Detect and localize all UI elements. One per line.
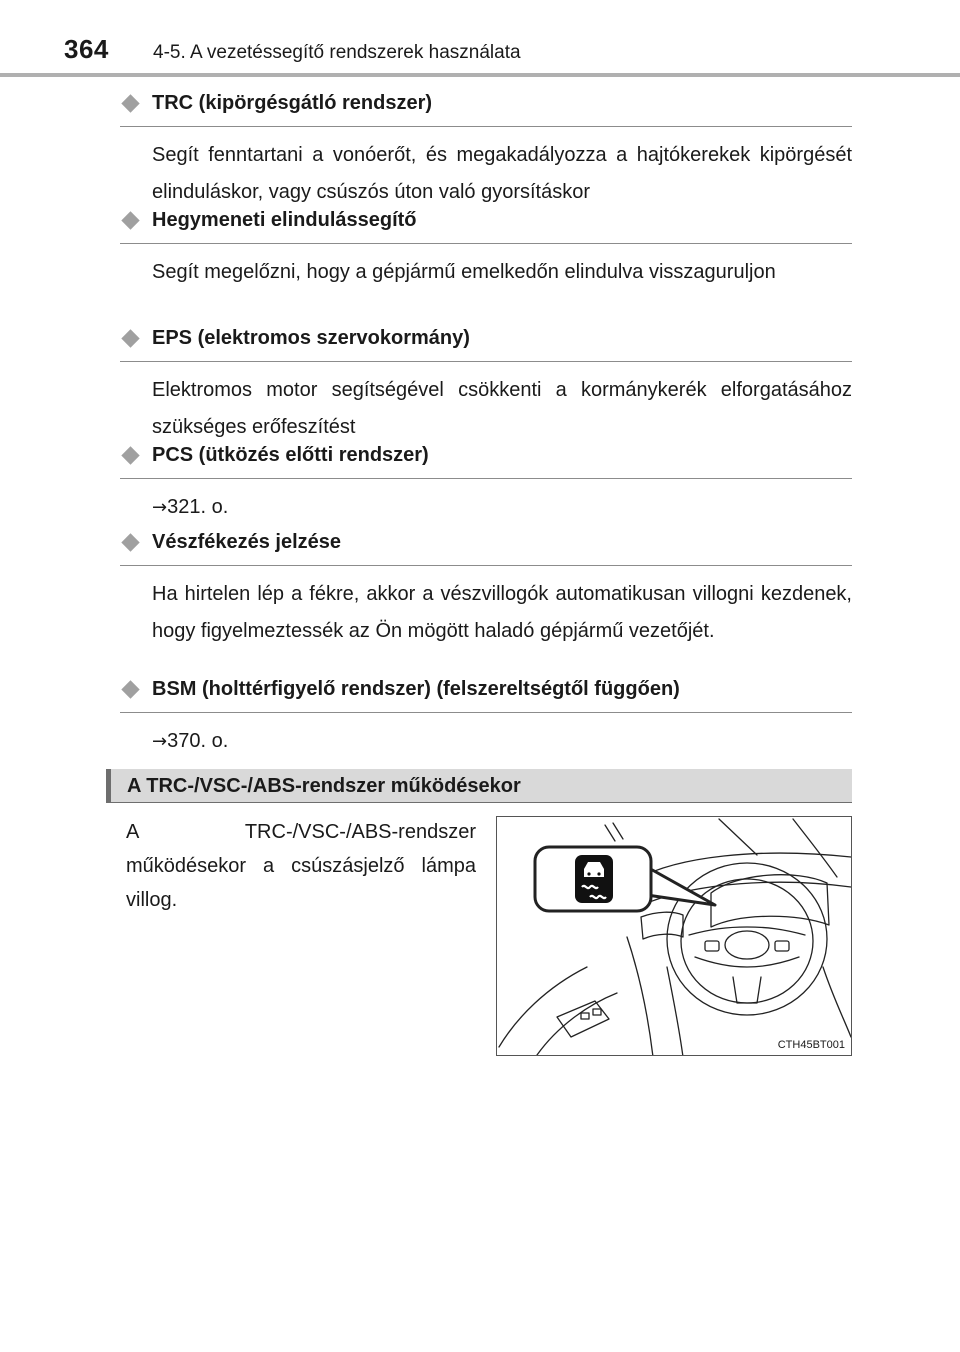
page-header: [0, 0, 960, 80]
section-title: Hegymeneti elindulássegítő: [152, 209, 417, 231]
section-title: TRC (kipörgésgátló rendszer): [152, 92, 433, 114]
section-hill-start: [120, 207, 852, 291]
page-reference[interactable]: [152, 723, 852, 760]
section-heading: [120, 442, 852, 479]
reference-text: 370. o.: [167, 730, 229, 752]
section-eps: [120, 325, 852, 446]
section-body: Segít fenntartani a vonóerőt, és megakadályozza a hajtókerekek kipörgését elinduláskor, vagy csúszós úton való gyorsításkor: [152, 144, 852, 203]
section-trc: [120, 90, 852, 211]
section-title: EPS (elektromos szervokormány): [152, 327, 470, 349]
arrow-right-icon: →: [152, 497, 168, 518]
chapter-title: 4-5. A vezetéssegítő rendszerek használata: [153, 42, 521, 63]
diamond-bullet-icon: [121, 94, 139, 112]
section-body: Elektromos motor segítségével csökkenti a kormánykerék elforgatásához szükséges erőfeszítést: [152, 379, 852, 438]
subsection-text: A TRC-/VSC-/ABS-rendszer működésekor a csúszásjelző lámpa villog.: [126, 821, 476, 911]
diamond-bullet-icon: [121, 211, 139, 229]
section-title: Vészfékezés jelzése: [152, 531, 342, 553]
section-pcs: [120, 442, 852, 526]
section-title: BSM (holttérfigyelő rendszer) (felszereltségtől függően): [152, 678, 680, 700]
section-title: PCS (ütközés előtti rendszer): [152, 444, 429, 466]
section-emergency-brake-signal: [120, 529, 852, 650]
section-heading: [120, 676, 852, 713]
section-heading: [120, 529, 852, 566]
slip-indicator-icon: [575, 855, 613, 903]
diamond-bullet-icon: [121, 446, 139, 464]
arrow-right-icon: →: [152, 731, 168, 752]
page-number: 364: [64, 34, 109, 64]
section-bsm: [120, 676, 852, 760]
dashboard-drawing: [497, 817, 852, 1056]
section-heading: [120, 207, 852, 244]
reference-text: 321. o.: [167, 496, 229, 518]
dashboard-illustration: [496, 816, 852, 1056]
header-rule: [0, 73, 960, 77]
diamond-bullet-icon: [121, 680, 139, 698]
section-body: Ha hirtelen lép a fékre, akkor a vészvillogók automatikusan villogni kezdenek, hogy figyelmeztessék az Ön mögött haladó gépjármű vezetőjét.: [152, 583, 852, 642]
section-heading: [120, 90, 852, 127]
section-body: Segít megelőzni, hogy a gépjármű emelkedőn elindulva visszaguruljon: [152, 261, 776, 283]
figure-code: CTH45BT001: [777, 1039, 845, 1051]
section-heading: [120, 325, 852, 362]
subsection-title: A TRC-/VSC-/ABS-rendszer működésekor: [127, 775, 521, 797]
subsection-heading: [106, 769, 852, 803]
diamond-bullet-icon: [121, 533, 139, 551]
diamond-bullet-icon: [121, 329, 139, 347]
page-reference[interactable]: [152, 489, 852, 526]
